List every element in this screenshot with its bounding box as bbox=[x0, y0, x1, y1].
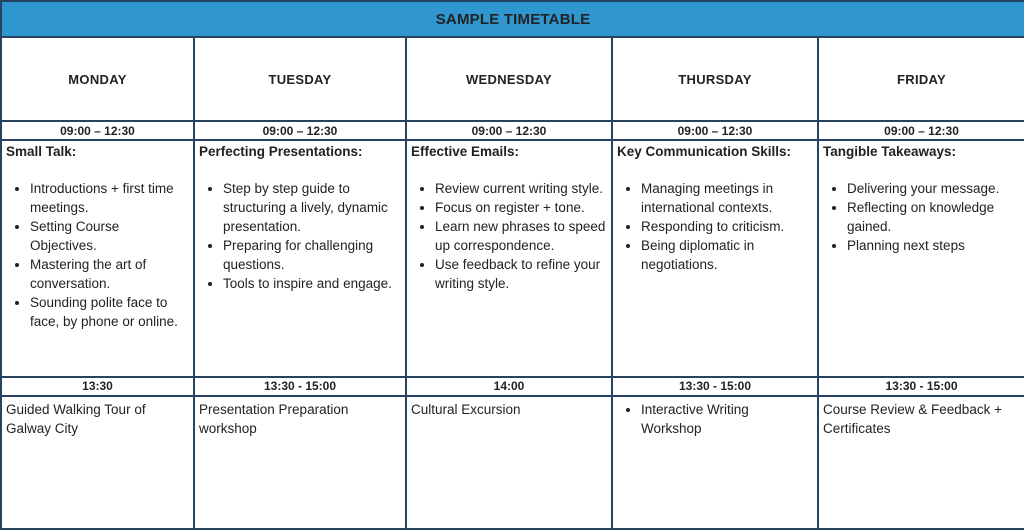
session-list bbox=[617, 179, 813, 274]
afternoon-activity-friday: Course Review & Feedback + Certificates bbox=[818, 396, 1024, 529]
morning-time-row bbox=[1, 121, 1024, 140]
list-item: • Learn new phrases to speed up correspondence. bbox=[435, 217, 607, 255]
afternoon-time-tuesday: 13:30 - 15:00 bbox=[194, 377, 406, 396]
day-thursday: THURSDAY bbox=[612, 37, 818, 121]
list-item: • Tools to inspire and engage. bbox=[223, 274, 401, 293]
list-item: • Reflecting on knowledge gained. bbox=[847, 198, 1020, 236]
afternoon-activity-row bbox=[1, 396, 1024, 529]
session-list bbox=[6, 179, 189, 331]
list-item: • Focus on register + tone. bbox=[435, 198, 607, 217]
list-item: • Review current writing style. bbox=[435, 179, 607, 198]
list-item: • Introductions + first time meetings. bbox=[30, 179, 189, 217]
list-item: • Use feedback to refine your writing style. bbox=[435, 255, 607, 293]
timetable-title: SAMPLE TIMETABLE bbox=[1, 1, 1024, 37]
day-tuesday: TUESDAY bbox=[194, 37, 406, 121]
list-item: • Mastering the art of conversation. bbox=[30, 255, 189, 293]
session-tuesday bbox=[194, 140, 406, 376]
afternoon-list bbox=[617, 400, 813, 438]
afternoon-activity-thursday bbox=[612, 396, 818, 529]
afternoon-time-monday: 13:30 bbox=[1, 377, 194, 396]
morning-session-row bbox=[1, 140, 1024, 376]
afternoon-activity-tuesday: Presentation Preparation workshop bbox=[194, 396, 406, 529]
list-item: • Planning next steps bbox=[847, 236, 1020, 255]
session-title: Key Communication Skills: bbox=[617, 144, 792, 160]
afternoon-time-row bbox=[1, 377, 1024, 396]
session-title: Perfecting Presentations: bbox=[199, 144, 363, 160]
day-friday: FRIDAY bbox=[818, 37, 1024, 121]
session-thursday bbox=[612, 140, 818, 376]
list-item: • Preparing for challenging questions. bbox=[223, 236, 401, 274]
morning-time-thursday: 09:00 – 12:30 bbox=[612, 121, 818, 140]
afternoon-time-friday: 13:30 - 15:00 bbox=[818, 377, 1024, 396]
list-item: • Being diplomatic in negotiations. bbox=[641, 236, 813, 274]
session-friday bbox=[818, 140, 1024, 376]
morning-time-monday: 09:00 – 12:30 bbox=[1, 121, 194, 140]
session-list bbox=[411, 179, 607, 293]
afternoon-activity-monday: Guided Walking Tour of Galway City bbox=[1, 396, 194, 529]
morning-time-wednesday: 09:00 – 12:30 bbox=[406, 121, 612, 140]
day-wednesday: WEDNESDAY bbox=[406, 37, 612, 121]
morning-time-friday: 09:00 – 12:30 bbox=[818, 121, 1024, 140]
list-item: • Setting Course Objectives. bbox=[30, 217, 189, 255]
list-item: • Delivering your message. bbox=[847, 179, 1020, 198]
morning-time-tuesday: 09:00 – 12:30 bbox=[194, 121, 406, 140]
list-item: • Managing meetings in international contexts. bbox=[641, 179, 813, 217]
list-item: • Interactive Writing Workshop bbox=[641, 400, 813, 438]
day-monday: MONDAY bbox=[1, 37, 194, 121]
day-header-row bbox=[1, 37, 1024, 121]
session-list bbox=[823, 179, 1020, 255]
afternoon-activity-wednesday: Cultural Excursion bbox=[406, 396, 612, 529]
session-title: Small Talk: bbox=[6, 144, 77, 160]
session-wednesday bbox=[406, 140, 612, 376]
session-title: Effective Emails: bbox=[411, 144, 520, 160]
session-title: Tangible Takeaways: bbox=[823, 144, 957, 160]
list-item: • Step by step guide to structuring a lively, dynamic presentation. bbox=[223, 179, 401, 236]
afternoon-time-thursday: 13:30 - 15:00 bbox=[612, 377, 818, 396]
list-item: • Sounding polite face to face, by phone or online. bbox=[30, 293, 189, 331]
list-item: • Responding to criticism. bbox=[641, 217, 813, 236]
session-list bbox=[199, 179, 401, 293]
session-monday bbox=[1, 140, 194, 376]
afternoon-time-wednesday: 14:00 bbox=[406, 377, 612, 396]
